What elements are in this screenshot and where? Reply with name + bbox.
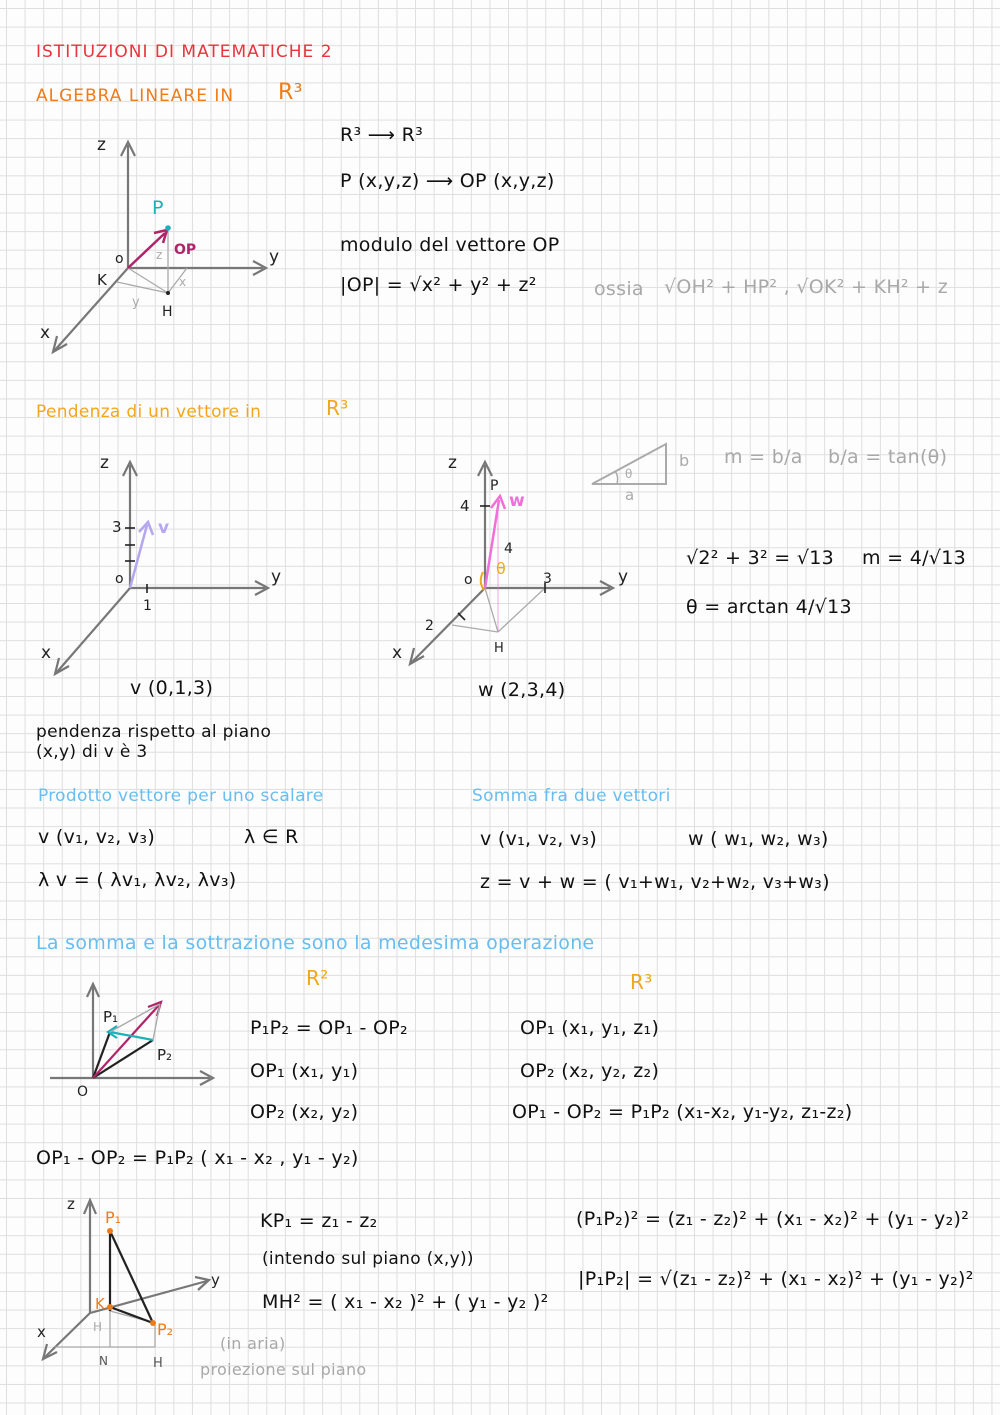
scalar-product-heading: Prodotto vettore per uno scalare bbox=[38, 786, 324, 806]
section2-heading-symbol: R³ bbox=[326, 396, 349, 420]
triangle-theta: θ bbox=[625, 467, 633, 481]
axis-y-label: y bbox=[211, 1271, 220, 1289]
r3-label: R³ bbox=[630, 970, 653, 994]
tick-1-label: 1 bbox=[143, 598, 152, 614]
scalar-line2: λ v = ( λv₁, λv₂, λv₃) bbox=[38, 869, 237, 891]
vector-op-label: OP bbox=[174, 242, 197, 258]
point-h-label: H bbox=[494, 641, 504, 656]
tick-3-label: 3 bbox=[112, 518, 122, 536]
point-h-label: H bbox=[153, 1356, 163, 1371]
vector-w-label: w bbox=[509, 491, 525, 511]
section4-heading: La somma e la sottrazione sono la medesima operazione bbox=[36, 932, 595, 954]
vector-v-caption: v (0,1,3) bbox=[130, 677, 214, 699]
figure-vector-v bbox=[35, 450, 295, 680]
difference-result-line: OP₁ - OP₂ = P₁P₂ ( x₁ - x₂ , y₁ - y₂) bbox=[36, 1147, 359, 1169]
modulus-label: modulo del vettore OP bbox=[340, 234, 560, 256]
ossia-formula: √OH² + HP² , √OK² + KH² + z bbox=[664, 276, 949, 298]
kp1-formula: KP₁ = z₁ - z₂ bbox=[260, 1210, 378, 1232]
axis-x-label: x bbox=[41, 643, 52, 663]
sum-line1-w: w ( w₁, w₂, w₃) bbox=[688, 828, 829, 850]
point-p1-label: P₁ bbox=[105, 1208, 122, 1227]
axis-y-label: y bbox=[269, 247, 280, 267]
tan-formula: b/a = tan(θ) bbox=[828, 446, 948, 468]
p1p2-modulus-formula: |P₁P₂| = √(z₁ - z₂)² + (x₁ - x₂)² + (y₁ - y₂)² bbox=[578, 1268, 974, 1290]
axis-x-label: x bbox=[392, 643, 403, 663]
tick-2-label: 2 bbox=[425, 618, 434, 634]
axis-z-label: z bbox=[100, 453, 109, 473]
triangle-b: b bbox=[679, 451, 690, 470]
r3-line-2: OP₂ (x₂, y₂, z₂) bbox=[520, 1060, 660, 1082]
tick-3-label: 3 bbox=[543, 571, 552, 587]
r2-line-1: P₁P₂ = OP₁ - OP₂ bbox=[250, 1017, 408, 1039]
point-p2-label: P₂ bbox=[157, 1320, 174, 1339]
m-calc: m = 4/√13 bbox=[862, 547, 966, 569]
axis-z-label: z bbox=[67, 1195, 75, 1213]
in-aria-note: (in aria) bbox=[220, 1334, 286, 1353]
sum-line1-v: v (v₁, v₂, v₃) bbox=[480, 828, 598, 850]
slope-note-line1: pendenza rispetto al piano bbox=[36, 722, 272, 742]
point-p2-label: P₂ bbox=[157, 1046, 173, 1064]
axis-y-label: y bbox=[271, 567, 282, 587]
p1p2-squared-formula: (P₁P₂)² = (z₁ - z₂)² + (x₁ - x₂)² + (y₁ - y₂)² bbox=[576, 1208, 970, 1230]
small-y-label: y bbox=[132, 295, 140, 310]
slope-note-line2: (x,y) di v è 3 bbox=[36, 742, 148, 762]
axis-x-label: x bbox=[40, 323, 51, 343]
r2-line-2: OP₁ (x₁, y₁) bbox=[250, 1060, 359, 1082]
figure-distance-3d bbox=[35, 1195, 235, 1380]
point-n-label: N bbox=[99, 1354, 108, 1368]
r2-line-3: OP₂ (x₂, y₂) bbox=[250, 1101, 359, 1123]
section1-heading-symbol: R³ bbox=[278, 80, 303, 105]
r3-line-1: OP₁ (x₁, y₁, z₁) bbox=[520, 1017, 660, 1039]
r2-label: R² bbox=[306, 966, 329, 990]
scalar-line1-lambda: λ ∈ R bbox=[244, 826, 299, 848]
slope-formula: m = b/a bbox=[724, 446, 803, 468]
sum-line2: z = v + w = ( v₁+w₁, v₂+w₂, v₃+w₃) bbox=[480, 871, 830, 893]
scalar-line1-vector: v (v₁, v₂, v₃) bbox=[38, 826, 156, 848]
kp1-note: (intendo sul piano (x,y)) bbox=[262, 1249, 474, 1269]
point-k-label: K bbox=[97, 271, 107, 289]
origin-label: o bbox=[115, 571, 124, 587]
point-to-vector: P (x,y,z) ⟶ OP (x,y,z) bbox=[340, 170, 555, 192]
axis-z-label: z bbox=[97, 135, 106, 155]
figure-3d-axes-op bbox=[35, 130, 295, 390]
point-h-label: H bbox=[162, 304, 173, 320]
map-r3: R³ ⟶ R³ bbox=[340, 124, 424, 146]
ossia-label: ossia bbox=[594, 278, 644, 300]
triangle-a: a bbox=[625, 486, 635, 504]
section1-heading: ALGEBRA LINEARE IN bbox=[36, 86, 235, 106]
tick-4-label: 4 bbox=[460, 497, 470, 515]
theta-label: θ bbox=[496, 559, 506, 578]
segment-4-label: 4 bbox=[504, 541, 513, 557]
vector-w-caption: w (2,3,4) bbox=[478, 679, 566, 701]
r3-line-3: OP₁ - OP₂ = P₁P₂ (x₁-x₂, y₁-y₂, z₁-z₂) bbox=[512, 1101, 853, 1123]
modulus-formula: |OP| = √x² + y² + z² bbox=[340, 274, 537, 296]
triangle-slope-diagram bbox=[585, 440, 695, 504]
axis-z-label: z bbox=[448, 453, 457, 473]
point-h-small-label: H bbox=[93, 1320, 103, 1334]
figure-vector-difference-2d bbox=[45, 980, 220, 1100]
point-p-label: P bbox=[490, 478, 499, 494]
vector-v-label: v bbox=[158, 518, 170, 538]
origin-label: o bbox=[464, 572, 473, 588]
point-k-label: K bbox=[95, 1295, 105, 1313]
small-x-label: x bbox=[179, 275, 187, 289]
origin-label: O bbox=[77, 1084, 89, 1100]
small-z-label: z bbox=[156, 248, 163, 262]
point-p1-label: P₁ bbox=[103, 1008, 119, 1026]
axis-x-label: x bbox=[37, 1323, 46, 1341]
vector-sum-heading: Somma fra due vettori bbox=[472, 786, 671, 806]
mh-formula: MH² = ( x₁ - x₂ )² + ( y₁ - y₂ )² bbox=[262, 1291, 549, 1313]
sqrt-calc: √2² + 3² = √13 bbox=[686, 547, 834, 569]
origin-label: o bbox=[115, 251, 124, 267]
axis-y-label: y bbox=[618, 567, 629, 587]
theta-calc: θ = arctan 4/√13 bbox=[686, 596, 852, 618]
projection-note: proiezione sul piano bbox=[200, 1360, 367, 1379]
page-title: ISTITUZIONI DI MATEMATICHE 2 bbox=[36, 42, 333, 62]
section2-heading: Pendenza di un vettore in bbox=[36, 402, 262, 422]
point-p-label: P bbox=[152, 197, 164, 219]
